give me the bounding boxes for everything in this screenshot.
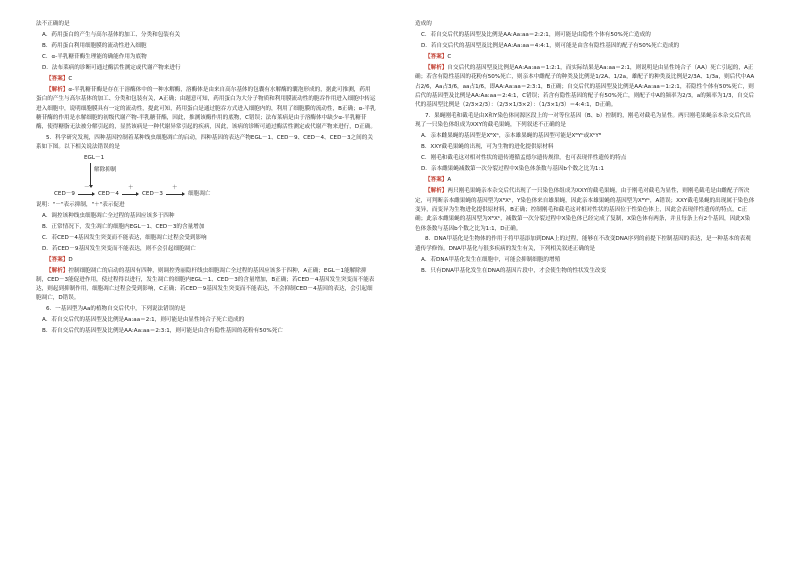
q7-option-d: D．亲本雌果蝇减数第一次分裂过程中X染色体条数与基因b个数之比为1:1 [421,166,604,173]
q5-option-a: A．调控该种线虫细胞凋亡全过程的基因应该多于四种 [42,212,175,219]
answer-tag: 【答案】 [425,177,448,184]
q6-option-c: C．若自交后代的基因型及比例是AA:Aa:aa＝2:2:1，则可能是由隐性个体有50%死亡造成的 [421,31,651,38]
q4-option-a: A．药用蛋白的产生与高尔基体的加工、分类和包装有关 [42,31,181,38]
explanation-tag: 【解析】 [425,188,448,195]
q8-option-b: B．只有DNA甲基化发生在DNA的基因片段中，才会使生物的性状发生改变 [421,267,607,274]
egl-arrow [90,163,91,187]
plus-label-1: ＋ [128,184,134,191]
q8-stem: 8．DNA甲基化是生物体的作用于将甲基添加到DNA上的过程，能够在不改变DNA序列的前提下控制基因的表达，是一种基本的表观遗传学修饰。DNA甲基化与很多疾病的发生有关，下列相关叙述正确的是 [415,236,751,252]
explanation-text: 两只刚毛果蝇亲本杂交后代出现了一只染色体组成为XXY的截毛果蝇，由于刚毛对截毛为显性，则刚毛截毛是由雌配子所决定，可判断亲本雌果蝇的基因型为XᴮXᵇ，Y染色体来自雄果蝇，因此亲本雄果蝇的基因型为XᴮYᵇ，A错误；XXY截毛果蝇的出现属于染色体变异，而变异为生物进化提供原材料，B正确；控制刚毛和截毛这对相对性状的基因位于性染色体上，因此会表现伴性遗传的特点，C正确；此亲本雌果蝇的基因型为XᴮXᵇ，减数第一次分裂过程中X染色体已经完成了复制，X染色体有两条，并且每条上有2个基因，因此X染色体条数与基因b个数之比为1:1，D正确。 [415,188,755,232]
q6-explanation [415,64,755,110]
q5-explanation [36,267,376,304]
explanation-tag: 【解析】 [46,86,69,93]
ced4-arrow [122,194,138,195]
answer-value: C [68,75,73,82]
q6-option-a: A．若自交后代的基因型及比例是Aa:aa＝2:1，则可能是由显性纯合子死亡造成的 [42,317,245,324]
egl-label: EGL－1 [84,154,105,161]
q7-answer [415,176,755,185]
q4-option-b: B．药用蛋白利用细胞膜的流动性进入细胞 [42,42,147,49]
q5-option-b: B．正常情况下，发生凋亡的细胞内EGL－1、CED－3的含量增加 [42,223,205,230]
ced3-arrow [166,194,184,195]
relieve-label: 解除抑制 [94,166,117,173]
answer-value: D [68,256,73,263]
q5-option-d: D．若CED－9基因发生突变而不能表达，则不会引起细胞凋亡 [42,245,196,252]
explanation-text: α-半乳糖苷酶是存在于溶酶体中的一种水解酶，溶酶体是由来自高尔基体的包囊有水解酶的囊泡形成的，据此可推测，药用蛋白的产生与高尔基体的加工、分类和包装有关，A正确；由题意可知，药用蛋白为大分子物质和利用膜流动性的胞吞作用进入细胞中转运进入细胞中，说明细胞膜具有一定的流动性，提此可知，药用蛋白是通过胞吞方式进入细胞内的，利用了细胞膜的流动性，B正确；α-半乳糖苷酶的作用是水解细胞的初级代谢产物-半乳糖苷酯，因此，推测该酶作用的底物，C错误；法布莱病是由于溶酶体中缺少α-半乳糖苷酶，使得糖脂无法被分解引起的，显然该病是一种代谢异常引起的疾病，因此，该病的诊断可通过酶活性测定或代谢产物来进行，D正确。 [36,86,376,131]
q6-stem: 6．一基因型为Aa的植物自交后代中，下列说法错误的是 [46,306,186,313]
left-column [36,20,376,338]
intro-text: 法不正确的是 [36,21,70,27]
q4-option-d: D．法布莱病的诊断可通过酶活性测定或代谢产物来进行 [42,64,181,71]
q7-option-c: C．刚毛和截毛这对相对性状的遗传遵循孟德尔遗传规律，也可表现伴性遗传的特点 [421,155,627,162]
pathway-diagram [36,155,376,199]
minus-label-1: － [84,184,90,191]
plus-label-2: ＋ [172,184,178,191]
ced4-label: CED－4 [98,190,119,197]
ced9-arrow [78,194,94,195]
explanation-text: 自交后代的基因型及比例是AA:Aa:aa＝1:2:1，而实际结果是Aa:aa＝2:1，则说明是由显性纯合子（AA）死亡引起的，A正确；若含有隐性基因的花粉有50%死亡，则亲本中雌配子的种类及比例是1/2A、1/2a，雄配子的种类及比例是2/3A、1/3a，则后代中AA占2/6，Aa占3/6，aa占1/6，即AA:Aa:aa＝2:3:1，B正确；自交后代的基因型及比例是AA:Aa:aa＝1:2:1，若隐性个体有50%死亡，则后代的基因型及比例是AA:Aa:aa＝2:4:1，C错误；若含有隐性基因的配子有50%死亡，则配子中A的频率为2/3，a的频率为1/3，自交后代的基因型比例是（2/3×2/3）：（2/3×1/3×2）：（1/3×1/3）＝4:4:1，D正确。 [415,64,755,109]
q6-option-d: D．若自交后代的基因型及比例是AA:Aa:aa＝4:4:1，则可能是由含有隐性基因的配子有50%死亡造成的 [421,42,680,49]
q4-explanation [36,86,376,132]
q5-answer [36,256,376,265]
q6-answer [415,53,755,62]
result-label: 细胞凋亡 [188,190,211,197]
q4-answer [36,75,376,84]
explanation-tag: 【解析】 [46,267,69,274]
q6-option-b: B．若自交后代的基因型及比例是AA:Aa:aa＝2:3:1，则可能是由含有隐性基因的花粉有50%死亡 [42,328,283,335]
q7-option-b: B．XXY截毛果蝇的出现，可为生物的进化提供原材料 [421,144,554,151]
q5-option-c: C．若CED－4基因发生突变而不能表达，细胞凋亡过程会受到影响 [42,234,207,241]
ced9-label: CED－9 [54,190,75,197]
answer-value: A [447,177,452,184]
q4-option-c: C．α-半乳糖苷酶生理能的确能作用为底物 [42,53,147,60]
right-column [415,20,755,278]
q5-stem: 5．科学研究发现，四种基因控制着某种线虫细胞凋亡的启动，四种基因的表达产物EGL－1、CED－9、CED－4、CED－3之间的关系如下图。以下相关说法错误的是 [36,135,373,151]
q7-explanation [415,187,755,233]
q7-stem: 7．果蝇刚毛和截毛是由X和Y染色体同源区段上的一对等位基因（B、b）控制的，刚毛对截毛为显性。两只刚毛果蝇亲本杂交后代出现了一只染色体组成为XXY的截毛果蝇，下列叙述不正确的是 [415,113,751,129]
answer-tag: 【答案】 [425,53,448,60]
explanation-text: 控制细胞凋亡的启动的基因有四种，则调控秀丽隐杆线虫细胞凋亡全过程的基因应该多于四种，A正确；EGL－1能解除抑制，CED－3能促进作用，使过程得以进行，发生凋亡的细胞内EGL－1、CED－3的含量增加，B正确；若CED－4基因发生突变而不能表达，则起到抑制作用，细胞凋亡过程会受到影响，C正确；若CED－9基因发生突变而不能表达，不会抑制CED－4基因的表达，会引起细胞凋亡，D错误。 [36,267,375,302]
explanation-tag: 【解析】 [425,64,448,71]
q6-continuation: 造成的 [415,21,432,27]
q7-option-a: A．亲本雌果蝇的基因型是XᴮXᵇ，亲本雄果蝇的基因型可能是XᴮYᵇ或XᵇYᴮ [421,133,602,140]
answer-tag: 【答案】 [46,256,69,263]
ced3-label: CED－3 [142,190,163,197]
q8-option-a: A．若DNA甲基化发生在细胞中，可能会抑制细胞的增殖 [421,256,561,263]
answer-value: C [447,53,452,60]
answer-tag: 【答案】 [46,75,69,82]
diagram-note: 说明："－"表示抑制，"＋"表示促进 [36,201,125,208]
